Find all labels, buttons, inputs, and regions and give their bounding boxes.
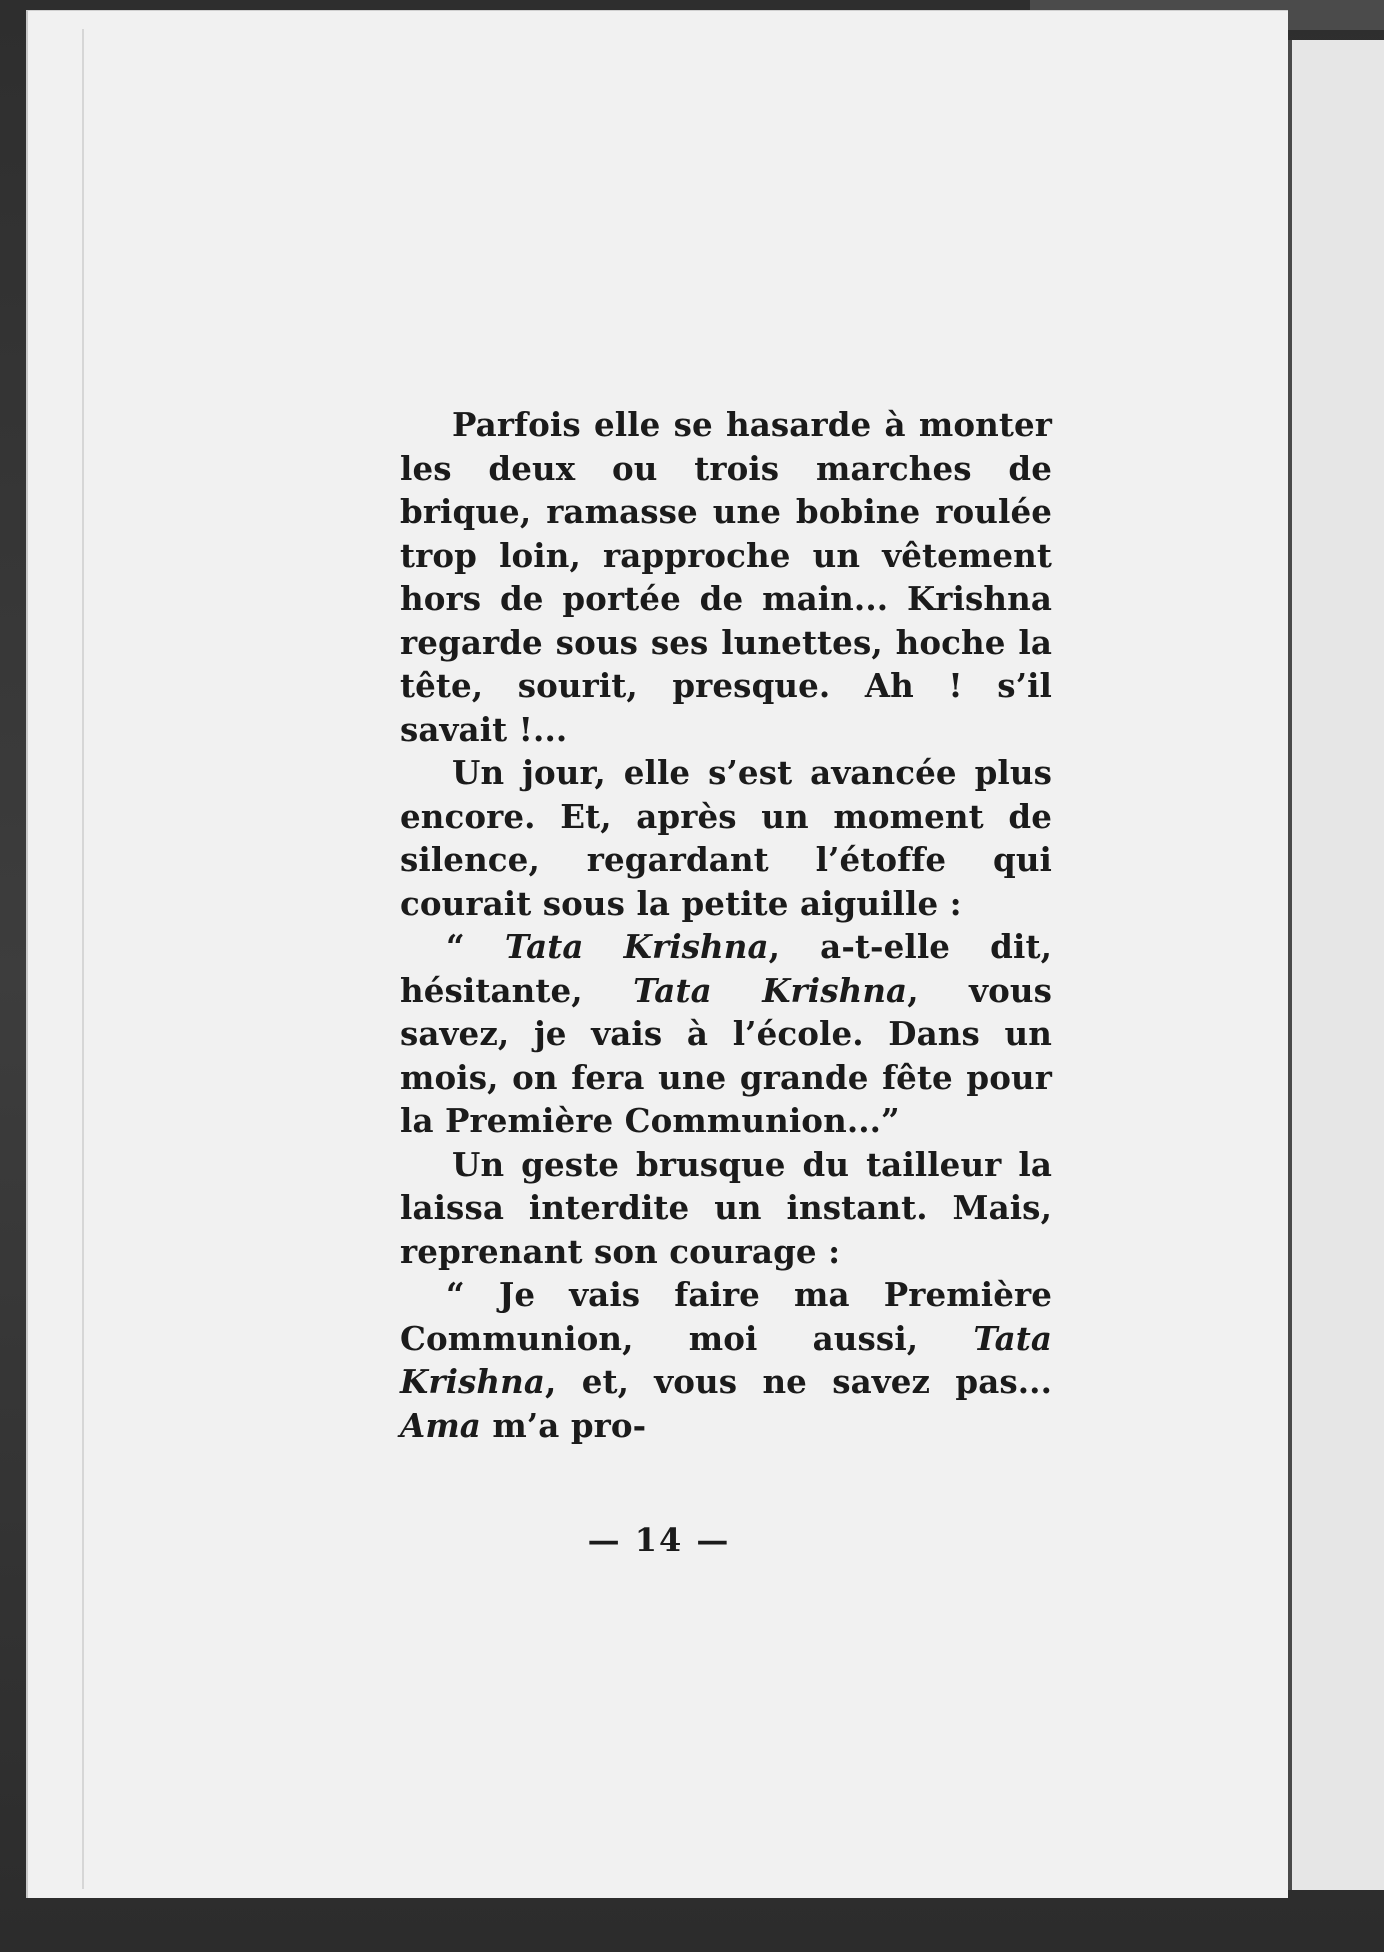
paragraph-2: [400, 751, 1052, 925]
italic-name: Tata Krishna: [633, 970, 908, 1010]
italic-name: Ama: [400, 1405, 481, 1445]
text-segment: , et, vous ne savez pas...: [545, 1362, 1052, 1401]
paragraph-5: [400, 1273, 1052, 1447]
text-segment: , vous savez, je vais à l’école. Dans un mois, on fera une grande fête pour la Première Communion...”: [400, 970, 1052, 1140]
italic-name: Tata Krishna: [504, 927, 769, 966]
text-segment: , a-t-elle dit, hésitante,: [400, 927, 1052, 1010]
italic-name: Tata Krishna: [400, 1318, 1052, 1401]
body-text: [400, 403, 1052, 1447]
text-segment: “: [446, 927, 505, 966]
text-segment: Un jour, elle s’est avancée plus encore. Et, après un moment de silence, regardant l’étoffe qui courait sous la petite aiguille :: [400, 753, 1052, 923]
page-edge-line: [82, 29, 84, 1889]
text-segment: “ Je vais faire ma Première Communion, moi aussi,: [400, 1275, 1052, 1358]
text-segment: m’a pro-: [480, 1405, 647, 1445]
text-segment: Parfois elle se hasarde à monter les deux ou trois marches de brique, ramasse une bobine roulée trop loin, rapproche un vêtement hors de portée de main... Krishna regarde sous ses lunettes, hoche la tête, sourit, presque. Ah ! s’il savait !...: [400, 405, 1052, 749]
book-page: [26, 10, 1288, 1898]
paragraph-1: [400, 403, 1052, 751]
text-segment: Un geste brusque du tailleur la laissa interdite un instant. Mais, reprenant son courage :: [400, 1144, 1052, 1271]
paragraph-4: [400, 1143, 1052, 1274]
paragraph-3: [400, 925, 1052, 1143]
facing-page-strip: [1288, 40, 1384, 1890]
page-number: — 14 —: [587, 1521, 731, 1559]
